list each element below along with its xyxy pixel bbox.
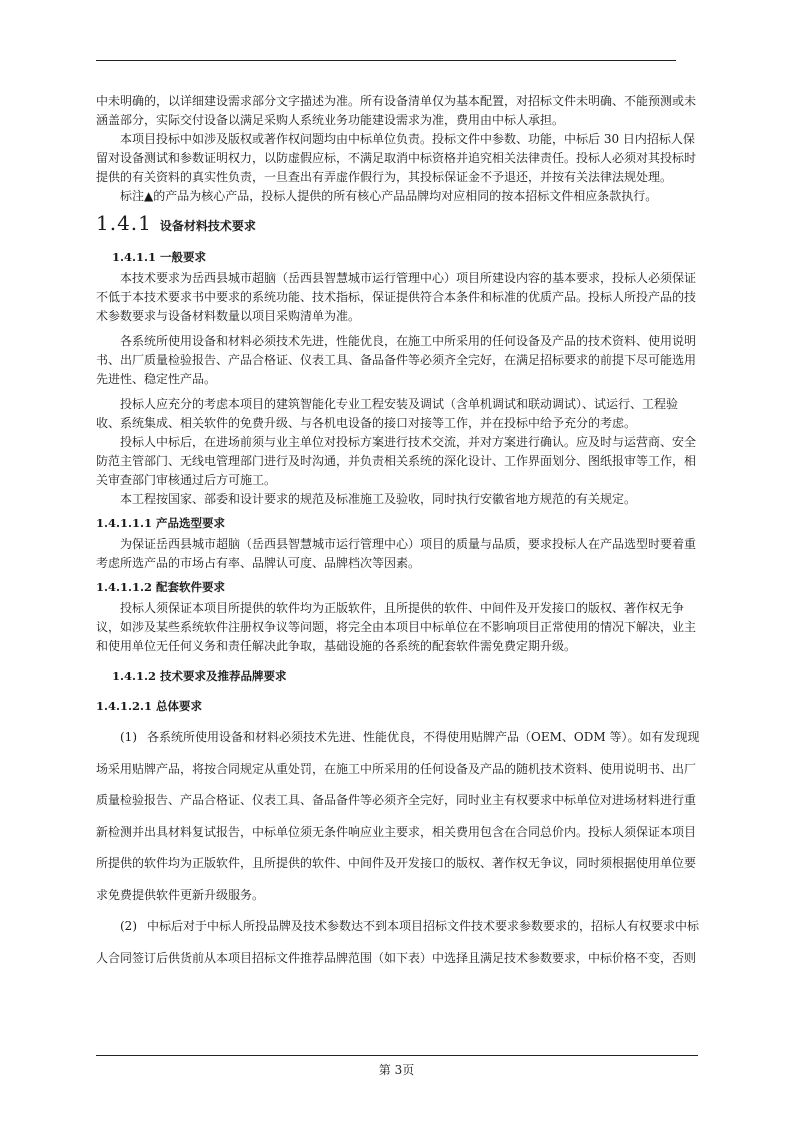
section-heading-1-4-1-1-2: 1.4.1.1.2 配套软件要求 (96, 580, 226, 594)
page-number: 第 3页 (378, 1063, 415, 1077)
section-heading-1-4-1-1: 1.4.1.1 一般要求 (112, 250, 207, 264)
body-paragraph: 投标人中标后，在进场前须与业主单位对投标方案进行技术交流，并对方案进行确认。应及时与运营商、安全防范主管部门、无线电管理部门进行及时沟通，并负责相关系统的深化设计、工作界面划分、图纸报审等工作，相关审查部门审核通过后方可施工。 (96, 435, 697, 487)
body-paragraph: 投标人须保证本项目所提供的软件均为正版软件，且所提供的软件、中间件及开发接口的版权、著作权无争议，如涉及某些系统软件注册权争议等问题，将完全由本项目中标单位在不影响项目正常使用的情况下解决，业主和使用单位无任何义务和责任解决此争取，基础设施的各系统的配套软件需免费定期升级。 (96, 601, 697, 653)
body-paragraph: 投标人应充分的考虑本项目的建筑智能化专业工程安装及调试（含单机调试和联动调试）、试运行、工程验收、系统集成、相关软件的免费升级、与各机电设备的接口对接等工作，并在投标中给予充分的考虑。 (96, 397, 679, 430)
body-paragraph: 本工程按国家、部委和设计要求的规范及标准施工及验收，同时执行安徽省地方规范的有关规定。 (120, 492, 637, 506)
section-heading-1-4-1-2-1: 1.4.1.2.1 总体要求 (96, 699, 203, 713)
section-number: 1.4.1 (96, 211, 152, 235)
section-heading-1-4-1 (96, 212, 700, 237)
list-item-text: 各系统所使用设备和材料必须技术先进、性能优良，不得使用贴牌产品（OEM、ODM 等）。如有发现现场采用贴牌产品，将按合同规定从重处罚，在施工中所采用的任何设备及产品的随机技术资料、使用说明书、出厂质量检验报告、产品合格证、仪表工具、备品备件等必须齐全完好，同时业主有权要求中标单位对进场材料进行重新检测并出具材料复试报告，中标单位须无条件响应业主要求，相关费用包含在合同总价内。投标人须保证本项目所提供的软件均为正版软件，且所提供的软件、中间件及开发接口的版权、著作权无争议，同时须根据使用单位要求免费提供软件更新升级服务。 (96, 730, 700, 902)
list-item-number: (2) (120, 919, 137, 933)
body-paragraph: 各系统所使用设备和材料必须技术先进，性能优良，在施工中所采用的任何设备及产品的技术资料、使用说明书、出厂质量检验报告、产品合格证、仪表工具、备品备件等必须齐全完好，在满足招标要求的前提下尽可能选用先进性、稳定性产品。 (96, 334, 697, 386)
document-body (96, 92, 700, 974)
list-item-text: 中标后对于中标人所投品牌及技术参数达不到本项目招标文件技术要求参数要求的，招标人有权要求中标人合同签订后供货前从本项目招标文件推荐品牌范围（如下表）中选择且满足技术参数要求，中标价格不变，否则 (96, 919, 700, 965)
intro-paragraph-2: 本项目投标中如涉及版权或著作权问题均由中标单位负责。投标文件中参数、功能，中标后 30 日内招标人保留对设备测试和参数证明权力，以防虚假应标，不满足取消中标资格并追究相关法律责任。投标人必须对其投标时提供的有关资料的真实性负责，一旦查出有弄虚作假行为，其投标保证金不予退还，并按有关法律法规处理。 (96, 132, 697, 184)
header-rule (96, 60, 676, 61)
section-heading-1-4-1-2: 1.4.1.2 技术要求及推荐品牌要求 (112, 669, 287, 683)
section-title: 设备材料技术要求 (159, 219, 256, 233)
intro-paragraph-1: 中未明确的，以详细建设需求部分文字描述为准。所有设备清单仅为基本配置，对招标文件未明确、不能预测或未涵盖部分，实际交付设备以满足采购人系统业务功能建设需求为准，费用由中标人承担。 (96, 94, 697, 127)
body-paragraph: 本技术要求为岳西县城市超脑（岳西县智慧城市运行管理中心）项目所建设内容的基本要求，投标人必须保证不低于本技术要求书中要求的系统功能、技术指标，保证提供符合本条件和标准的优质产品。投标人所投产品的技术参数要求与设备材料数量以项目采购清单为准。 (96, 271, 697, 323)
body-paragraph: 为保证岳西县城市超脑（岳西县智慧城市运行管理中心）项目的质量与品质，要求投标人在产品选型时要着重考虑所选产品的市场占有率、品牌认可度、品牌档次等因素。 (96, 537, 697, 570)
section-heading-1-4-1-1-1: 1.4.1.1.1 产品选型要求 (96, 516, 226, 530)
intro-paragraph-3: 标注▲的产品为核心产品，投标人提供的所有核心产品品牌均对应相同的按本招标文件相应条款执行。 (120, 189, 658, 203)
list-item-number: (1) (120, 730, 137, 744)
list-item (96, 911, 700, 974)
footer-rule (96, 1055, 698, 1056)
list-item (96, 722, 700, 911)
